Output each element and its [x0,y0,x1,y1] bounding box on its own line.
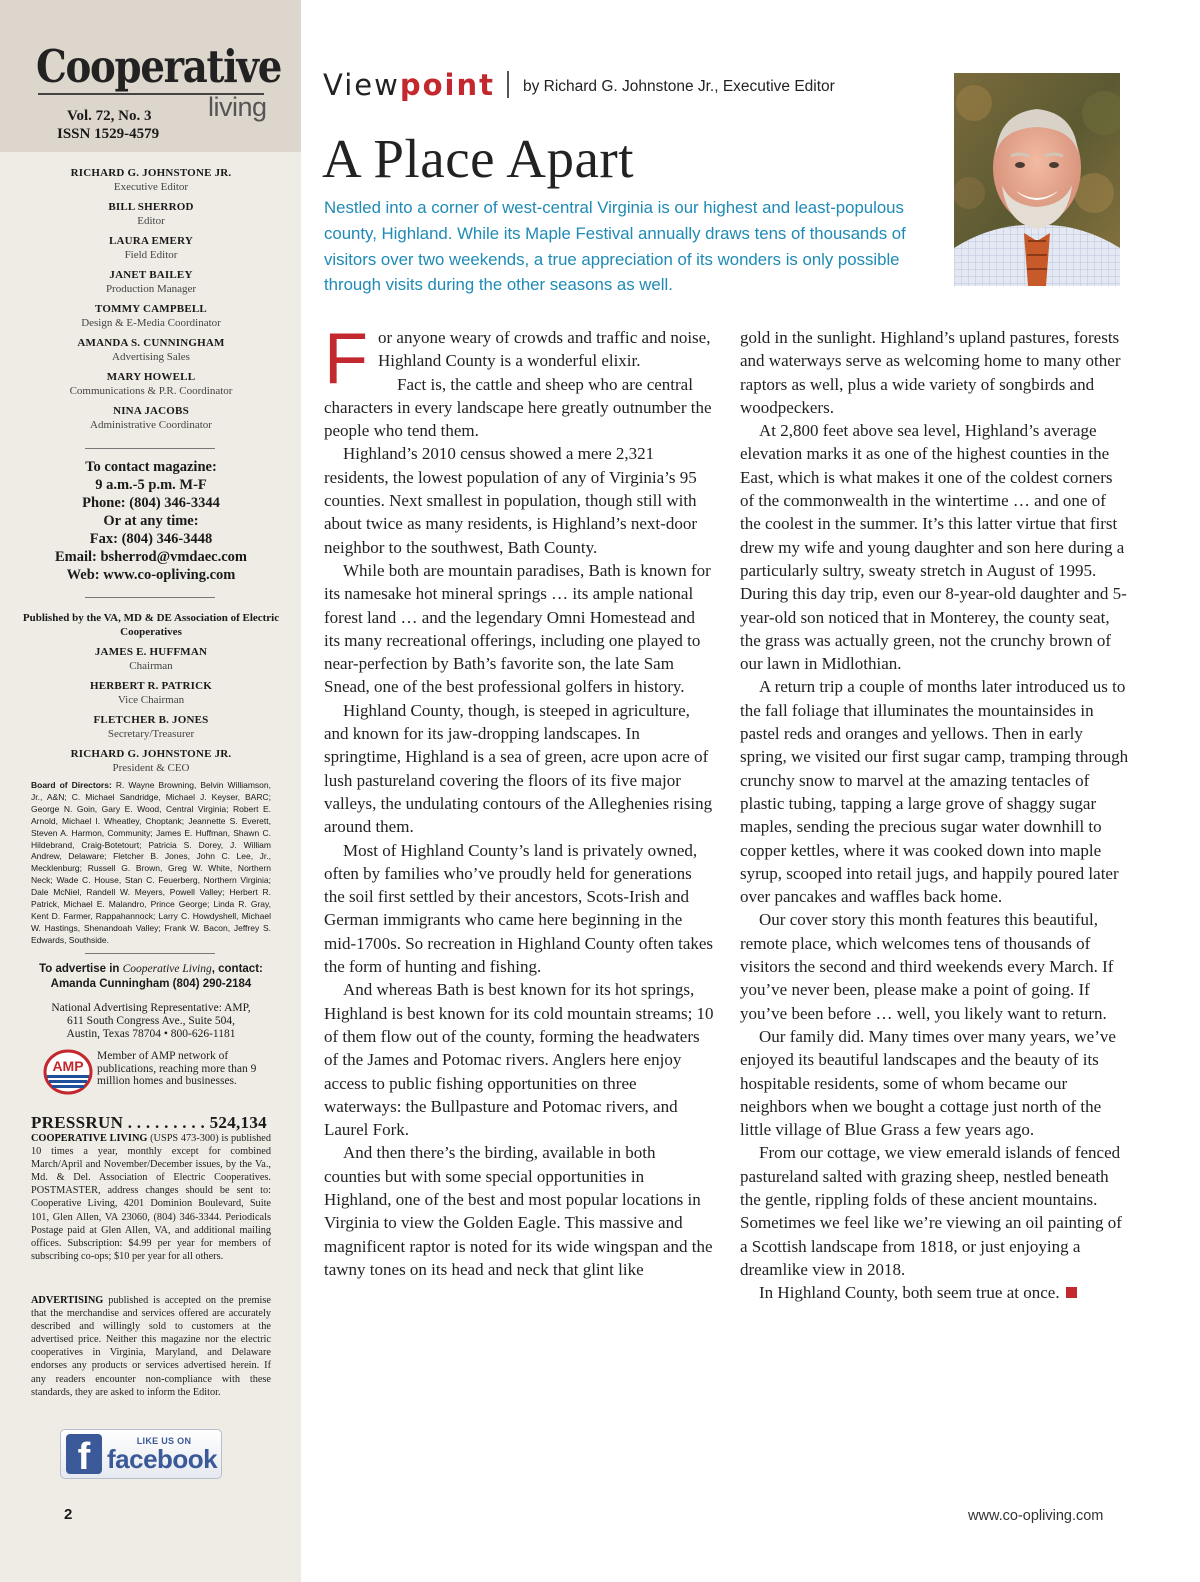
contact-hours: 9 a.m.-5 p.m. M-F [95,477,207,493]
divider [85,448,215,449]
article-paragraph [740,1281,1130,1304]
staff-name: BILL SHERROD [108,201,194,213]
pubinfo-text: (USPS 473-300) is published 10 times a year, monthly except for combined March/April and November/December issues, by the Va., Md. & Del. Association of Electric Cooperatives. POSTMASTER, address changes should be sent to: Cooperative Living, 4201 Dominion Boulevard, Suite 101, Glen Allen, VA 23060, (804) 346-3344. Periodicals Postage paid at Glen Allen, VA, and additional mailing offices. Subscription: $4.99 per year for members of subscribing co-ops; $10 per year for all others. [31,1133,271,1262]
volume-number: Vol. 72, No. 3 [67,108,152,124]
first-paragraph-text: or anyone weary of crowds and traffic and noise, Highland County is a wonderful elixir. [377,328,711,371]
article-paragraph [324,319,714,399]
staff-entry [20,234,282,262]
article-paragraph: Our family did. Many times over many years, we’ve enjoyed its beautiful landscapes and the beauty of its hospitable residents, some of whom became our neighbors when we bought a cottage just north of the little village of Blue Grass a few years ago. [740,1026,1116,1140]
advertise-contact [20,962,282,992]
article-headline: A Place Apart [322,128,634,189]
article-paragraph: At 2,800 feet above sea level, Highland’s average elevation marks it as one of the highest counties in the East, which is what makes it one of the coldest corners of the commonwealth in the wintertime … and one of the coolest in the summer. It’s this latter virtue that first drew my wife and young daughter and son here during a particularly sultry, sweaty stretch in August of 1995. During this day trip, even our 8-year-old daughter and 5-year-old son noticed that in Monterey, the county seat, the grass was actually green, not the crunchy brown of our lawn in Midlothian. [740,421,1127,674]
article-column-1 [324,319,714,1281]
officer-role: Vice Chairman [117,694,185,706]
staff-role: Executive Editor [113,181,189,193]
staff-entry [20,302,282,330]
masthead-logo-box [0,0,301,152]
staff-name: JANET BAILEY [109,269,193,281]
amp-member-text: Member of AMP network of publications, reaching more than 9 million homes and businesses. [97,1050,257,1087]
publication-info [31,1132,271,1263]
contact-heading: To contact magazine: [85,459,217,475]
contact-block [20,458,282,584]
logo-living: living [208,92,267,122]
section-header [323,68,835,102]
article-paragraph: Our cover story this month features this beautiful, remote place, which welcomes tens of thousands of visitors the second and third weekends every March. If you’ve never been, please make a point of going. If you’ve been before … well, you likely want to return. [740,910,1114,1023]
advertise-suffix: , contact: [211,963,263,975]
advertise-line2: Amanda Cunningham (804) 290-2184 [50,978,252,990]
divider [85,597,215,598]
section-title-view: View [323,68,400,102]
author-photo [954,73,1120,286]
staff-entry [20,200,282,228]
issn-number: ISSN 1529-4579 [57,126,160,142]
page-number: 2 [64,1506,73,1523]
contact-web-link[interactable]: Web: www.co-opliving.com [66,567,236,583]
adpolicy-lead: ADVERTISING [31,1295,104,1306]
advertising-policy [31,1294,271,1399]
staff-name: TOMMY CAMPBELL [95,303,207,315]
officer-name: HERBERT R. PATRICK [89,680,213,692]
amp-logo-text: AMP [52,1058,84,1074]
contact-email-link[interactable]: Email: bsherrod@vmdaec.com [54,549,248,565]
officer-name: FLETCHER B. JONES [93,714,209,726]
staff-role: Advertising Sales [112,351,190,363]
board-of-directors [31,780,271,947]
article-paragraph: From our cottage, we view emerald islands of fenced pastureland salted with grazing sheep, nestled beneath the gentle, rippling folds of these ancient mountains. Sometimes we feel like we’re viewing an oil painting of a Scottish landscape from 1818, or just enjoying a dreamlike view in 2018. [740,1143,1122,1279]
article-paragraph: While both are mountain paradises, Bath is known for its namesake hot mineral springs … its ample national forest land … and the legendary Omni Homestead and its many recreational offerings, including one played to near-perfection by Bath’s favorite son, the late Sam Snead, one of the best professional golfers in history. [324,560,711,697]
section-divider [507,71,509,98]
logo-cooperative: Cooperative [36,40,282,93]
end-mark-icon [1066,1287,1077,1298]
staff-entry [20,268,282,296]
article-paragraph: Fact is, the cattle and sheep who are central characters in every landscape here greatly outnumber the people who tend them. [324,374,712,441]
national-rep [20,1002,282,1041]
staff-entry [20,370,282,398]
staff-entry [20,166,282,194]
divider [85,953,215,954]
article-paragraph: A return trip a couple of months later introduced us to the fall foliage that illuminates the mountainsides in pastel reds and oranges and yellows. Then in early spring, we visited our first sugar camp, tramping through crunchy snow to marvel at the amazing tentacles of plastic tubing, tapping a large grove of shaggy sugar maples, sending the precious sugar water downhill to copper kettles, where it was cooked down into maple syrup, scooped into retail jugs, and happily poured later over pancakes and waffles back home. [740,677,1129,907]
adpolicy-text: published is accepted on the premise that the merchandise and services offered are accurately described and willingly sold to customers at the advertised price. Neither this magazine nor the electric cooperatives in Virginia, Maryland, and Delaware endorses any products or services advertised herein. If any readers encounter non-compliance with these standards, they are asked to inform the Editor. [31,1295,271,1398]
staff-role: Communications & P.R. Coordinator [69,385,233,397]
facebook-icon: f [66,1434,102,1474]
staff-role: Editor [137,215,165,227]
staff-role: Design & E-Media Coordinator [81,317,221,329]
contact-phone: Phone: (804) 346-3344 [82,495,220,511]
board-text: R. Wayne Browning, Belvin Williamson, Jr., A&N; C. Michael Sandridge, Michael J. Keyser, BARC; George N. Goin, Gary E. Wood, Central Virginia; Robert E. Arnold, Michael I. Wheatley, Choptank; Jeannette S. Everett, Steven A. Harmon, Community; James E. Huffman, Shawn C. Hildebrand, Craig-Botetourt; Patricia S. Dorey, J. William Andrew, Delaware; Fletcher B. Jones, John C. Lee, Jr., Mecklenburg; Russell G. Brown, Greg W. White, Northern Neck; Wade C. House, Stan C. Feuerberg, Northern Virginia; Dale McNiel, Randell W. Meyers, Powell Valley; Herbert R. Patrick, Michael E. Malandro, Prince George; Linda R. Gray, Kent D. Farmer, Rappahannock; Larry C. Howdyshell, Michael W. Hastings, Shenandoah Valley; Frank W. Bacon, Jeffrey S. Edwards, Southside. [31,780,271,945]
staff-role: Production Manager [105,283,197,295]
staff-entry [20,404,282,432]
byline: by Richard G. Johnstone Jr., Executive Editor [522,78,835,95]
staff-list [20,166,282,438]
staff-name: RICHARD G. JOHNSTONE JR. [70,167,232,179]
contact-fax: Fax: (804) 346-3448 [89,531,213,547]
article-paragraph: Highland County, though, is steeped in agriculture, and known for its jaw-dropping landscapes. In springtime, Highland is a sea of green, acre upon acre of lush pastureland covering the floors of its five major valleys, the undulating contours of the Alleghenies rising around them. [324,700,713,837]
publisher-heading: Published by the VA, MD & DE Association of Electric Cooperatives [22,612,280,638]
pressrun-count: PRESSRUN . . . . . . . . . 524,134 [31,1113,267,1132]
publisher-block [20,611,282,781]
officer-entry [20,747,282,775]
officer-entry [20,645,282,673]
staff-name: AMANDA S. CUNNINGHAM [77,337,225,349]
facebook-like-button[interactable] [60,1429,222,1479]
rep-line: 611 South Congress Ave., Suite 504, [66,1015,236,1027]
article-paragraph: gold in the sunlight. Highland’s upland pastures, forests and waterways serve as welcoming home to many other raptors as well, plus a wide variety of songbirds and woodpeckers. [740,328,1121,417]
pubinfo-lead: COOPERATIVE LIVING [31,1133,148,1144]
article-paragraph: And whereas Bath is best known for its hot springs, Highland is best known for its cold mountain streams; 10 of them flow out of the county, forming the headwaters of the James and Potomac rivers. Anglers here enjoy access to public fishing opportunities on three waterways: the Bullpasture and Potomac rivers, and Laurel Fork. [324,980,714,1140]
officer-role: President & CEO [112,762,190,774]
staff-role: Administrative Coordinator [90,419,212,431]
officer-entry [20,679,282,707]
amp-logo-icon [43,1049,93,1095]
article-paragraph: And then there’s the birding, available in both counties but with some special opportunities in Highland, one of the best and most popular locations in Virginia to view the Golden Eagle. This massive and magnificent raptor is noted for its wide wingspan and the tawny tones on its head and neck that glint like [324,1143,713,1279]
article-deck: Nestled into a corner of west-central Virginia is our highest and least-populous county, Highland. While its Maple Festival annually draws tens of thousands of visitors over two weekends, a true appreciation of its wonders is only possible through visits during the other seasons as well. [324,198,906,295]
advertise-line1 [20,962,282,977]
article-paragraph: Most of Highland County’s land is privately owned, often by families who’ve proudly held for generations the soil first settled by their ancestors, Scots-Irish and German immigrants who came here beginning in the mid-1700s. So recreation in Highland County often takes the form of hunting and fishing. [324,840,714,977]
officer-name: JAMES E. HUFFMAN [94,646,208,658]
staff-name: MARY HOWELL [106,371,196,383]
facebook-wordmark: facebook [107,1444,218,1474]
board-label: Board of Directors: [31,780,112,790]
officer-role: Chairman [129,660,173,672]
drop-cap: F [324,319,368,399]
advertise-magazine-name: Cooperative Living [122,963,212,975]
masthead-sidebar [0,0,301,1582]
advertise-prefix: To advertise in [39,963,123,975]
officer-entry [20,713,282,741]
footer-url-link[interactable]: www.co-opliving.com [968,1508,1104,1524]
staff-role: Field Editor [124,249,178,261]
officer-role: Secretary/Treasurer [107,728,195,740]
final-paragraph-text: In Highland County, both seem true at once. [759,1283,1060,1303]
staff-name: NINA JACOBS [113,405,189,417]
article-paragraph: Highland’s 2010 census showed a mere 2,321 residents, the lowest population of any of Virginia’s 95 counties. Next smallest in population, though still with about twice as many residents, is Highland’s next-door neighbor to the southwest, Bath County. [324,444,697,557]
staff-name: LAURA EMERY [108,235,193,247]
staff-entry [20,336,282,364]
article-column-2 [740,326,1130,1304]
facebook-like-text: LIKE US ON [136,1436,192,1446]
contact-anytime: Or at any time: [103,513,199,529]
rep-line: National Advertising Representative: AMP, [51,1002,251,1014]
rep-line: Austin, Texas 78704 • 800-626-1181 [66,1028,236,1040]
officer-name: RICHARD G. JOHNSTONE JR. [70,748,232,760]
section-title-point: point [399,68,495,102]
